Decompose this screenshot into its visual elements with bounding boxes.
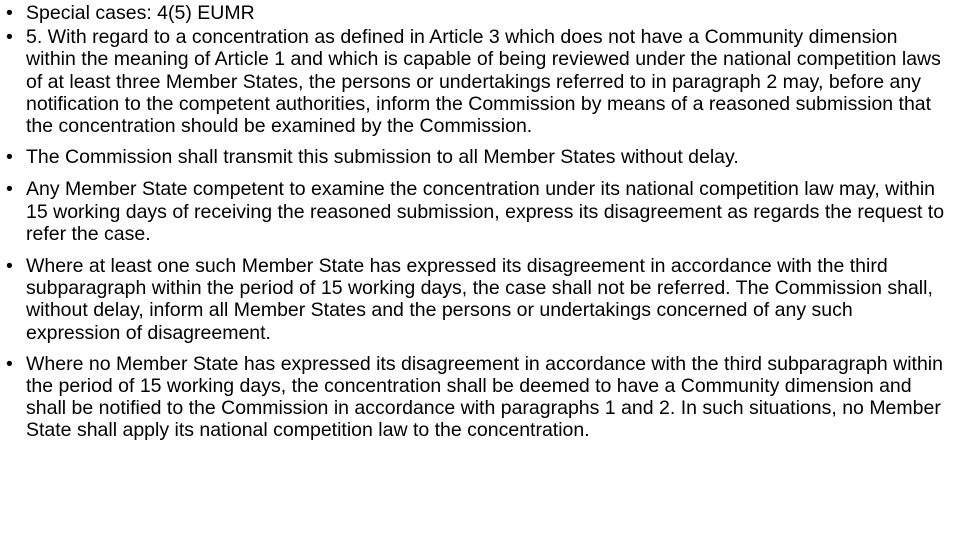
bullet-icon: • xyxy=(6,146,13,169)
bullet-icon: • xyxy=(6,352,13,375)
bullet-icon: • xyxy=(6,255,13,278)
bullet-item-disagreement xyxy=(6,178,950,245)
bullet-item-transmit xyxy=(6,146,950,168)
bullet-icon: • xyxy=(6,2,13,24)
bullet-item-not-referred xyxy=(6,255,950,344)
bullet-icon: • xyxy=(6,26,13,49)
bullet-text: Where at least one such Member State has expressed its disagreement in accordance with the third subparagraph within the period of 15 working days, the case shall not be referred. The Commission shall, without delay, inform all Member States and the persons or undertakings concerned of any such expression of disagreement. xyxy=(26,255,933,344)
bullet-text: Any Member State competent to examine the concentration under its national competition law may, within 15 working days of receiving the reasoned submission, express its disagreement as regards the request to refer the case. xyxy=(26,178,945,245)
bullet-icon: • xyxy=(6,178,13,201)
bullet-text: The Commission shall transmit this submission to all Member States without delay. xyxy=(26,146,739,169)
bullet-text: 5. With regard to a concentration as defined in Article 3 which does not have a Community dimension within the meaning of Article 1 and which is capable of being reviewed under the national competition laws of at least three Member States, the persons or undertakings referred to in paragraph 2 may, before any notification to the competent authorities, inform the Commission by means of a reasoned submission that the concentration should be examined by the Commission. xyxy=(26,26,941,138)
bullet-text: Special cases: 4(5) EUMR xyxy=(26,2,255,24)
bullet-text: Where no Member State has expressed its disagreement in accordance with the third subparagraph within the period of 15 working days, the concentration shall be deemed to have a Community dimension and shall be notified to the Commission in accordance with paragraphs 1 and 2. In such situations, no Member State shall apply its national competition law to the concentration. xyxy=(26,352,943,442)
bullet-list xyxy=(6,2,950,451)
bullet-item-paragraph-5 xyxy=(6,26,950,137)
bullet-item-community-dimension xyxy=(6,353,950,442)
bullet-item-special-cases xyxy=(6,2,950,24)
